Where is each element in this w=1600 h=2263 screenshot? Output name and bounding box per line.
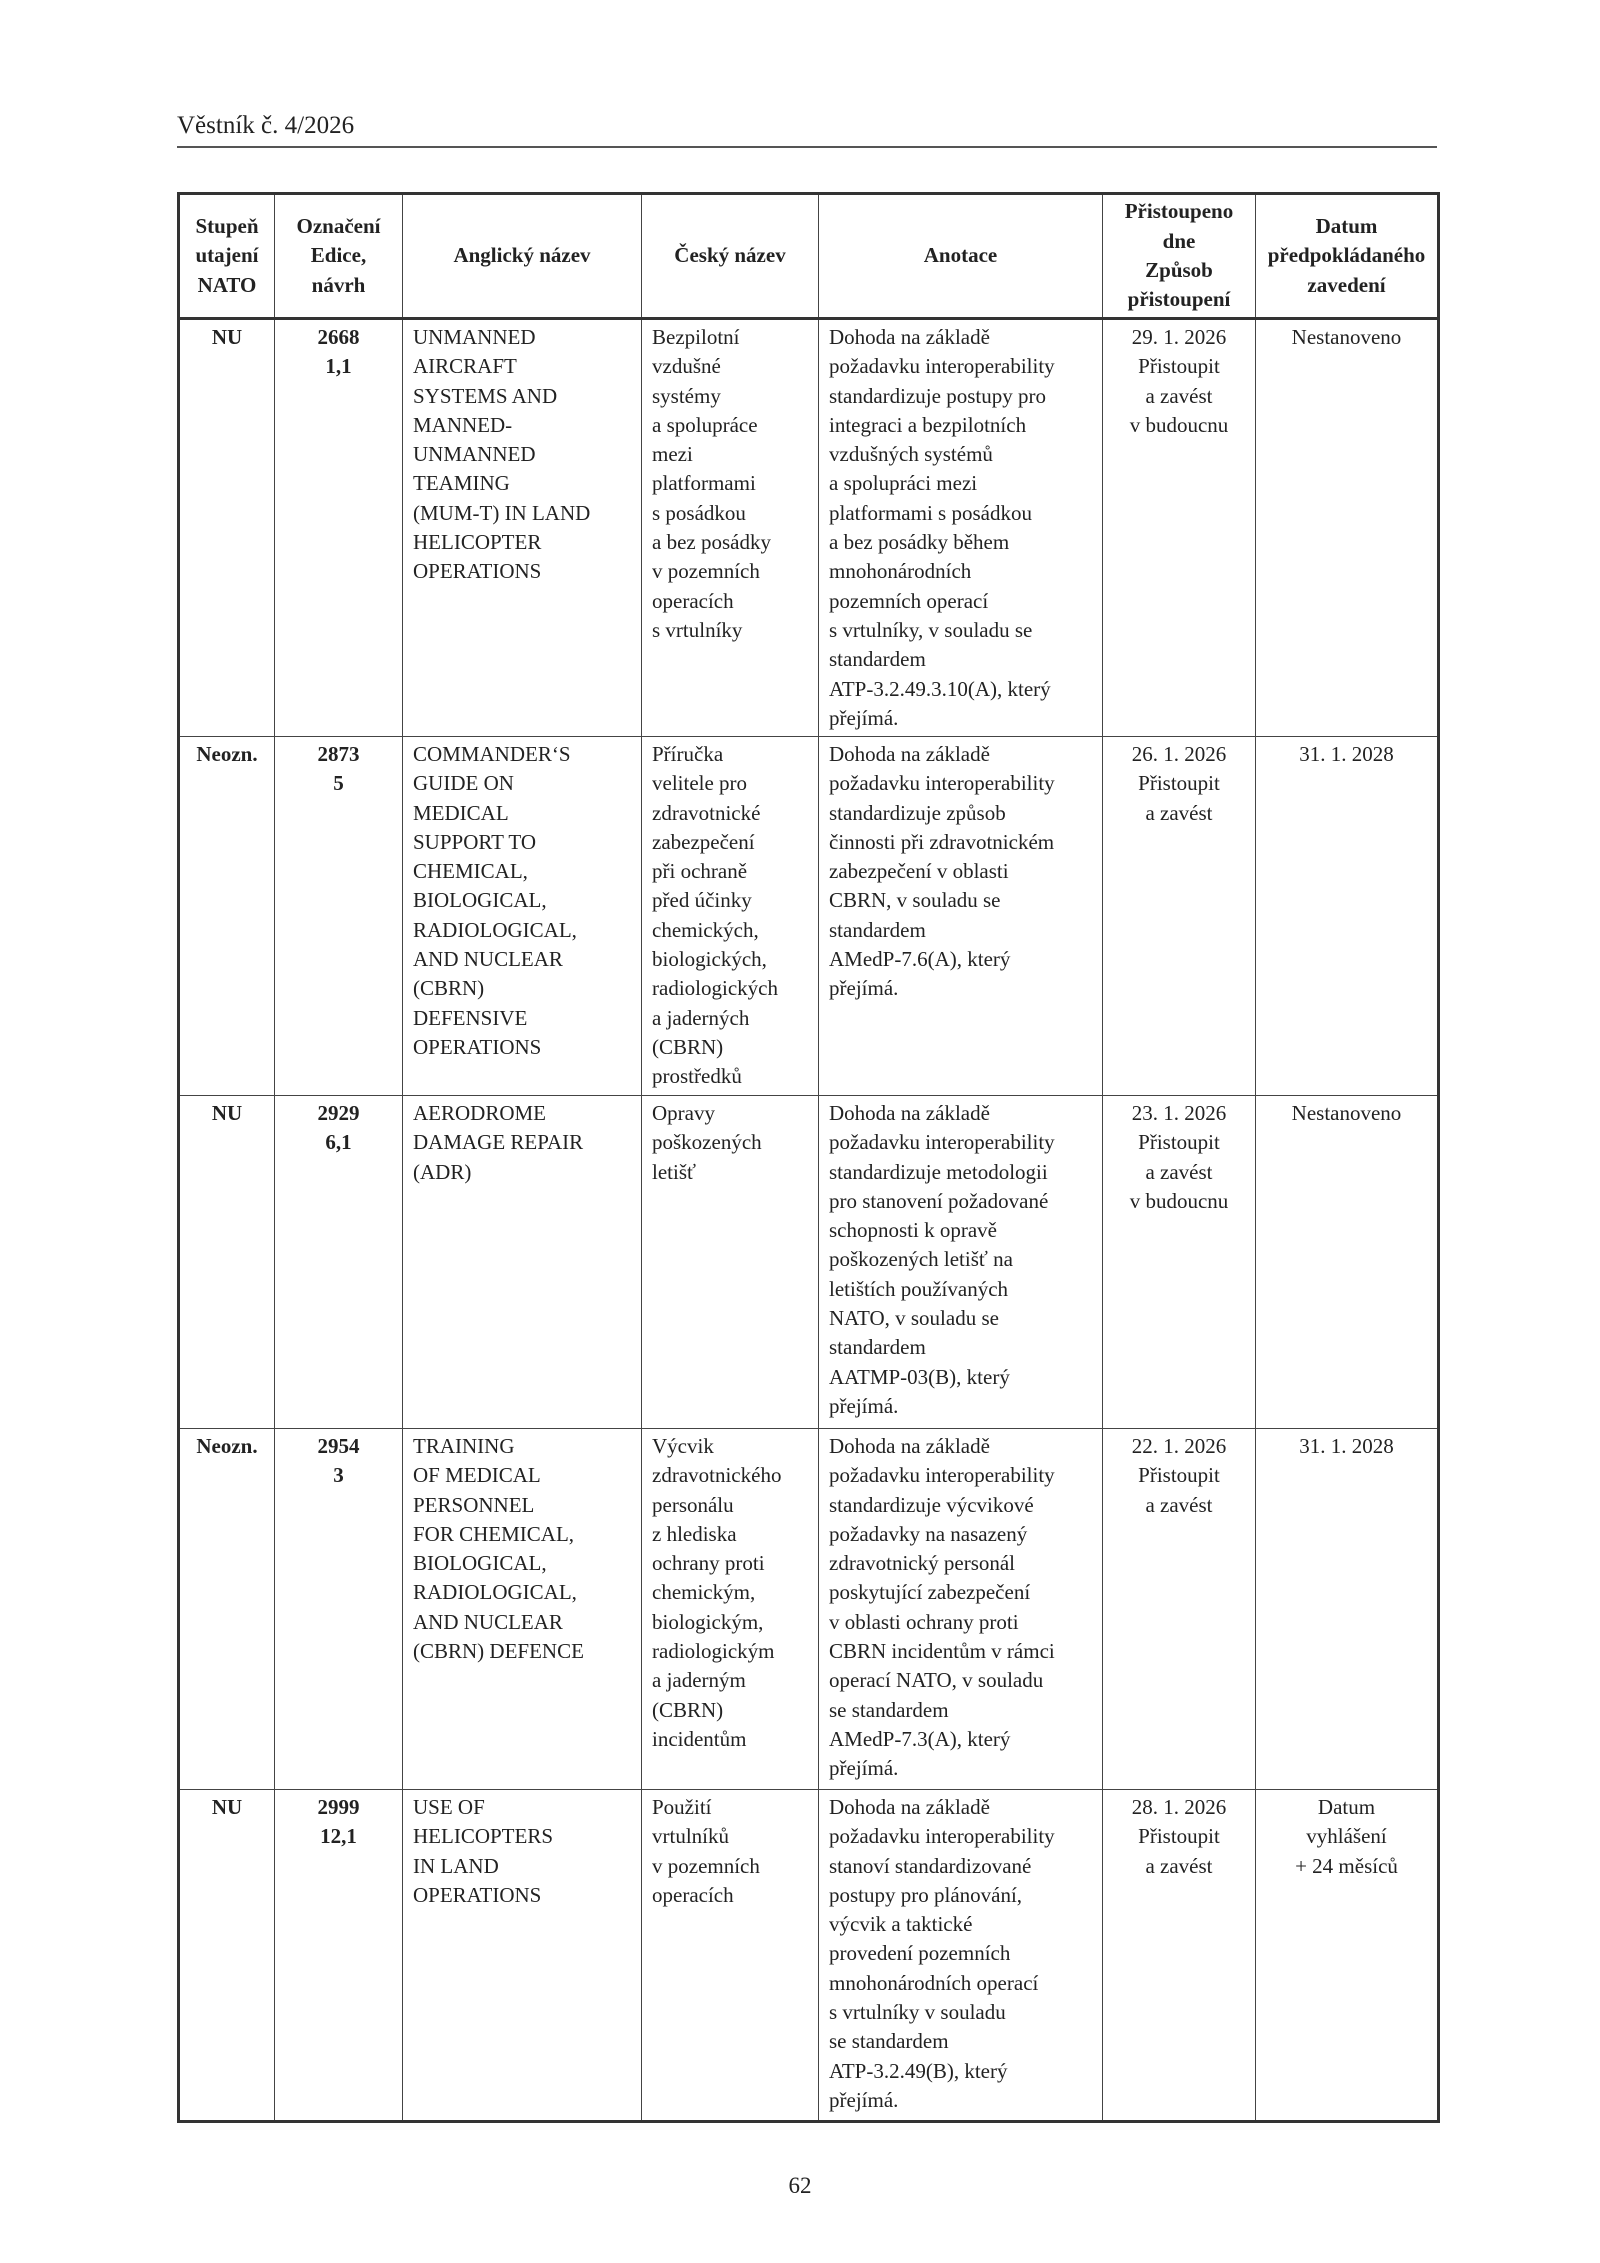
- cell-anglicky: UNMANNED AIRCRAFT SYSTEMS AND MANNED- UNMANNED TEAMING (MUM-T) IN LAND HELICOPTER OPERATIONS: [403, 319, 642, 737]
- cell-datum: Nestanoveno: [1256, 319, 1439, 737]
- col-header-stupen: Stupeň utajení NATO: [179, 194, 275, 319]
- cell-anotace: Dohoda na základě požadavku interoperability standardizuje metodologii pro stanovení požadované schopnosti k opravě poškozených letišť na letištích používaných NATO, v souladu se standardem AATMP-03(B), který přejímá.: [819, 1096, 1103, 1429]
- running-header: Věstník č. 4/2026: [177, 112, 355, 139]
- cell-pristoupeno: 26. 1. 2026 Přistoupit a zavést: [1103, 737, 1256, 1096]
- cell-oznaceni: 2668 1,1: [275, 319, 403, 737]
- cell-datum: 31. 1. 2028: [1256, 737, 1439, 1096]
- table-row: [179, 319, 1439, 737]
- cell-stupen: NU: [179, 1096, 275, 1429]
- cell-datum: Datum vyhlášení + 24 měsíců: [1256, 1790, 1439, 2122]
- cell-anotace: Dohoda na základě požadavku interoperability standardizuje způsob činnosti při zdravotnickém zabezpečení v oblasti CBRN, v souladu se standardem AMedP-7.6(A), který přejímá.: [819, 737, 1103, 1096]
- table-header-row: [179, 194, 1439, 319]
- cell-anotace: Dohoda na základě požadavku interoperability standardizuje postupy pro integraci a bezpilotních vzdušných systémů a spolupráci mezi platformami s posádkou a bez posádky během mnohonárodních pozemních operací s vrtulníky, v souladu se standardem ATP-3.2.49.3.10(A), který přejímá.: [819, 319, 1103, 737]
- col-header-datum: Datum předpokládaného zavedení: [1256, 194, 1439, 319]
- cell-oznaceni: 2954 3: [275, 1429, 403, 1790]
- col-header-pristoupeno: Přistoupeno dne Způsob přistoupení: [1103, 194, 1256, 319]
- col-header-oznaceni: Označení Edice, návrh: [275, 194, 403, 319]
- page-number: 62: [788, 2173, 812, 2198]
- col-header-anglicky: Anglický název: [403, 194, 642, 319]
- cell-oznaceni: 2929 6,1: [275, 1096, 403, 1429]
- cell-anglicky: TRAINING OF MEDICAL PERSONNEL FOR CHEMICAL, BIOLOGICAL, RADIOLOGICAL, AND NUCLEAR (CBRN) DEFENCE: [403, 1429, 642, 1790]
- cell-pristoupeno: 29. 1. 2026 Přistoupit a zavést v budoucnu: [1103, 319, 1256, 737]
- cell-stupen: Neozn.: [179, 1429, 275, 1790]
- cell-anglicky: USE OF HELICOPTERS IN LAND OPERATIONS: [403, 1790, 642, 2122]
- table-row: [179, 737, 1439, 1096]
- cell-cesky: Bezpilotní vzdušné systémy a spolupráce mezi platformami s posádkou a bez posádky v pozemních operacích s vrtulníky: [642, 319, 819, 737]
- cell-oznaceni: 2873 5: [275, 737, 403, 1096]
- table-row: [179, 1429, 1439, 1790]
- cell-anglicky: COMMANDER‘S GUIDE ON MEDICAL SUPPORT TO CHEMICAL, BIOLOGICAL, RADIOLOGICAL, AND NUCLEAR (CBRN) DEFENSIVE OPERATIONS: [403, 737, 642, 1096]
- cell-cesky: Opravy poškozených letišť: [642, 1096, 819, 1429]
- cell-cesky: Výcvik zdravotnického personálu z hlediska ochrany proti chemickým, biologickým, radiologickým a jaderným (CBRN) incidentům: [642, 1429, 819, 1790]
- header-rule: [177, 146, 1437, 148]
- table-row: [179, 1790, 1439, 2122]
- cell-anotace: Dohoda na základě požadavku interoperability stanoví standardizované postupy pro plánování, výcvik a taktické provedení pozemních mnohonárodních operací s vrtulníky v souladu se standardem ATP-3.2.49(B), který přejímá.: [819, 1790, 1103, 2122]
- cell-pristoupeno: 22. 1. 2026 Přistoupit a zavést: [1103, 1429, 1256, 1790]
- col-header-anotace: Anotace: [819, 194, 1103, 319]
- table-row: [179, 1096, 1439, 1429]
- cell-anglicky: AERODROME DAMAGE REPAIR (ADR): [403, 1096, 642, 1429]
- cell-stupen: NU: [179, 1790, 275, 2122]
- cell-datum: 31. 1. 2028: [1256, 1429, 1439, 1790]
- stanag-table: [177, 192, 1440, 2123]
- cell-stupen: NU: [179, 319, 275, 737]
- cell-anotace: Dohoda na základě požadavku interoperability standardizuje výcvikové požadavky na nasazený zdravotnický personál poskytující zabezpečení v oblasti ochrany proti CBRN incidentům v rámci operací NATO, v souladu se standardem AMedP-7.3(A), který přejímá.: [819, 1429, 1103, 1790]
- cell-stupen: Neozn.: [179, 737, 275, 1096]
- cell-datum: Nestanoveno: [1256, 1096, 1439, 1429]
- col-header-cesky: Český název: [642, 194, 819, 319]
- cell-oznaceni: 2999 12,1: [275, 1790, 403, 2122]
- cell-pristoupeno: 23. 1. 2026 Přistoupit a zavést v budoucnu: [1103, 1096, 1256, 1429]
- cell-cesky: Použití vrtulníků v pozemních operacích: [642, 1790, 819, 2122]
- cell-pristoupeno: 28. 1. 2026 Přistoupit a zavést: [1103, 1790, 1256, 2122]
- cell-cesky: Příručka velitele pro zdravotnické zabezpečení při ochraně před účinky chemických, biologických, radiologických a jaderných (CBRN) prostředků: [642, 737, 819, 1096]
